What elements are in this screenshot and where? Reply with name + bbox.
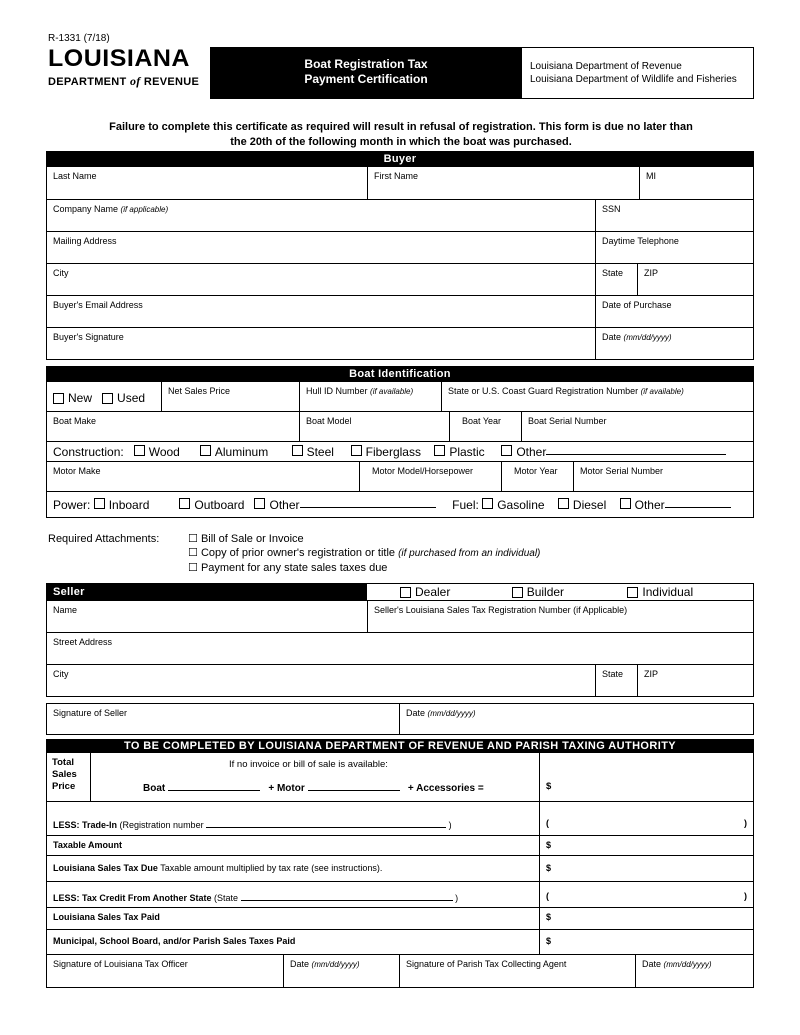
la-tax-due-field[interactable]: $ [539, 856, 753, 881]
mailing-address-field[interactable]: Mailing Address [53, 236, 117, 246]
buyer-state-field[interactable]: State [595, 264, 637, 295]
agency-revenue: Louisiana Department of Revenue [530, 61, 682, 72]
seller-zip-field[interactable]: ZIP [637, 665, 753, 696]
registration-number-field[interactable]: State or U.S. Coast Guard Registration Number (if available) [441, 382, 753, 411]
motor-make-field[interactable]: Motor Make [53, 466, 101, 476]
la-tax-paid-field[interactable]: $ [539, 908, 753, 929]
construction-row: Construction: Wood Aluminum Steel Fiberglass Plastic Other [47, 441, 753, 461]
construction-other-checkbox[interactable] [501, 445, 512, 456]
daytime-telephone-field[interactable]: Daytime Telephone [595, 232, 753, 263]
first-name-field[interactable]: First Name [367, 167, 639, 199]
tax-officer-date-field[interactable]: Date (mm/dd/yyyy) [283, 955, 399, 987]
inboard-checkbox[interactable] [94, 498, 105, 509]
total-sales-price-label: Total Sales Price [47, 753, 91, 801]
mi-field[interactable]: MI [639, 167, 753, 199]
tax-officer-signature-field[interactable]: Signature of Louisiana Tax Officer [53, 959, 188, 969]
plastic-checkbox[interactable] [434, 445, 445, 456]
power-other-checkbox[interactable] [254, 498, 265, 509]
seller-state-field[interactable]: State [595, 665, 637, 696]
municipal-tax-label: Municipal, School Board, and/or Parish Sales Taxes Paid [53, 936, 296, 946]
la-tax-paid-label: Louisiana Sales Tax Paid [53, 912, 160, 922]
required-attachments [48, 532, 754, 576]
last-name-field[interactable]: Last Name [53, 171, 97, 181]
logo-wordmark: LOUISIANA [48, 45, 190, 72]
seller-tax-reg-field[interactable]: Seller's Louisiana Sales Tax Registration Number (if Applicable) [367, 601, 753, 632]
used-checkbox[interactable] [102, 393, 113, 404]
form-number: R-1331 (7/18) [48, 33, 110, 44]
tax-authority-header: TO BE COMPLETED BY LOUISIANA DEPARTMENT OF REVENUE AND PARISH TAXING AUTHORITY [47, 740, 753, 753]
date-of-purchase-field[interactable]: Date of Purchase [595, 296, 753, 327]
buyer-city-field[interactable]: City [53, 268, 69, 278]
motor-price-line[interactable] [308, 781, 400, 791]
dealer-checkbox[interactable] [400, 587, 411, 598]
motor-model-field[interactable]: Motor Model/Horsepower [359, 462, 501, 491]
due-notice: Failure to complete this certificate as required will result in refusal of registration. This form is due no later than the 20th of the following month in which the boat was purchased. [109, 121, 693, 148]
new-checkbox[interactable] [53, 393, 64, 404]
seller-type-group: Dealer Builder Individual [367, 584, 753, 600]
seller-header: Seller [47, 584, 367, 600]
trade-in-label: LESS: Trade-In (Registration number ) [53, 820, 452, 830]
new-used-group: New Used [47, 382, 161, 411]
parish-agent-date-field[interactable]: Date (mm/dd/yyyy) [635, 955, 753, 987]
ssn-field[interactable]: SSN [595, 200, 753, 231]
fuel-other-checkbox[interactable] [620, 498, 631, 509]
seller-city-field[interactable]: City [53, 669, 69, 679]
boat-model-field[interactable]: Boat Model [299, 412, 449, 441]
seller-signature-field[interactable]: Signature of Seller [53, 708, 128, 718]
agency-wildlife: Louisiana Department of Wildlife and Fisheries [530, 74, 737, 85]
attachment-bill-of-sale[interactable]: ☐ Bill of Sale or Invoice [188, 533, 304, 545]
seller-signature-row [46, 703, 754, 735]
power-other-line[interactable] [300, 498, 436, 508]
attachment-tax-payment[interactable]: ☐ Payment for any state sales taxes due [188, 562, 388, 574]
construction-other-line[interactable] [546, 445, 726, 455]
diesel-checkbox[interactable] [558, 498, 569, 509]
tax-credit-label: LESS: Tax Credit From Another State (State ) [53, 893, 459, 903]
power-fuel-row: Power: Inboard Outboard Other Fuel: Gasoline Diesel Other [47, 491, 753, 517]
taxable-amount-label: Taxable Amount [53, 840, 123, 850]
buyer-section [46, 151, 754, 360]
buyer-date-field[interactable]: Date (mm/dd/yyyy) [595, 328, 753, 359]
taxable-amount-field[interactable]: $ [539, 836, 753, 855]
seller-street-field[interactable]: Street Address [53, 637, 113, 647]
la-tax-due-label: Louisiana Sales Tax Due Taxable amount multiplied by tax rate (see instructions). [53, 863, 383, 873]
hull-id-field[interactable]: Hull ID Number (if available) [299, 382, 441, 411]
parish-agent-signature-field[interactable]: Signature of Parish Tax Collecting Agent [399, 955, 635, 987]
seller-section [46, 583, 754, 697]
buyer-zip-field[interactable]: ZIP [637, 264, 753, 295]
motor-year-field[interactable]: Motor Year [501, 462, 573, 491]
motor-serial-field[interactable]: Motor Serial Number [573, 462, 753, 491]
tax-signature-row [46, 954, 754, 988]
municipal-tax-field[interactable]: $ [539, 930, 753, 954]
buyer-header: Buyer [47, 152, 753, 167]
credit-state-line[interactable] [241, 891, 453, 901]
tax-authority-section [46, 739, 754, 955]
form-title: Boat Registration Tax Payment Certification [210, 47, 522, 99]
tax-credit-field[interactable]: ( ) [539, 882, 753, 907]
boat-make-field[interactable]: Boat Make [53, 416, 97, 426]
seller-date-field[interactable]: Date (mm/dd/yyyy) [399, 704, 753, 734]
aluminum-checkbox[interactable] [200, 445, 211, 456]
seller-name-field[interactable]: Name [53, 605, 78, 615]
company-name-field[interactable]: Company Name (if applicable) [53, 204, 169, 214]
boat-serial-field[interactable]: Boat Serial Number [521, 412, 753, 441]
boat-header: Boat Identification [47, 367, 753, 382]
agency-box [522, 47, 754, 99]
steel-checkbox[interactable] [292, 445, 303, 456]
buyer-email-field[interactable]: Buyer's Email Address [53, 300, 143, 310]
total-sales-price-field[interactable]: $ [539, 753, 753, 801]
individual-checkbox[interactable] [627, 587, 638, 598]
boat-price-line[interactable] [168, 781, 260, 791]
fuel-other-line[interactable] [665, 498, 731, 508]
gasoline-checkbox[interactable] [482, 498, 493, 509]
builder-checkbox[interactable] [512, 587, 523, 598]
attachments-label: Required Attachments: [48, 533, 160, 545]
net-sales-price-field[interactable]: Net Sales Price [161, 382, 299, 411]
ldr-logo [48, 46, 206, 96]
trade-in-reg-line[interactable] [206, 818, 446, 828]
boat-section [46, 366, 754, 518]
buyer-signature-field[interactable]: Buyer's Signature [53, 332, 124, 342]
total-sales-price-calc: If no invoice or bill of sale is available: Boat + Motor + Accessories = [143, 759, 484, 794]
trade-in-field[interactable]: ( ) [539, 802, 753, 835]
logo-subtitle: DEPARTMENT of REVENUE [48, 74, 200, 88]
attachment-prior-registration[interactable]: ☐ Copy of prior owner's registration or title (if purchased from an individual) [188, 547, 541, 559]
wood-checkbox[interactable] [134, 445, 145, 456]
fiberglass-checkbox[interactable] [351, 445, 362, 456]
boat-year-field[interactable]: Boat Year [449, 412, 521, 441]
outboard-checkbox[interactable] [179, 498, 190, 509]
